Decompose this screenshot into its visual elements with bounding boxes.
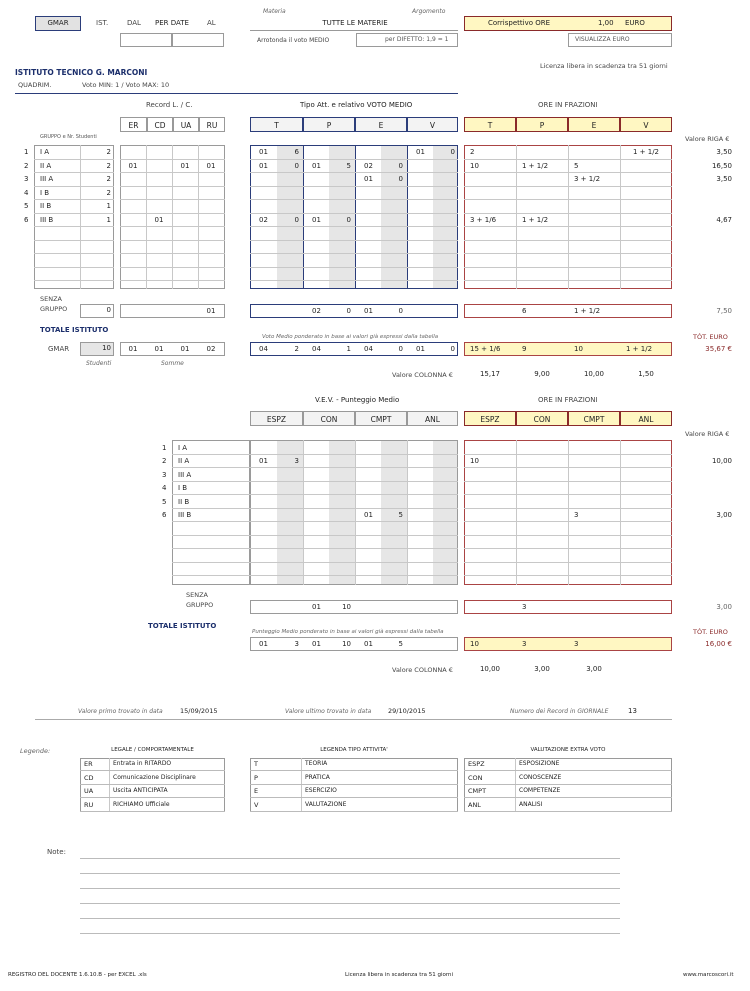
tipo-cell[interactable]: 01: [416, 148, 425, 156]
rec-header-ru: RU: [199, 117, 225, 132]
rec-header-ua: UA: [173, 117, 199, 132]
ore-cell: 9: [522, 345, 527, 353]
valore-riga: 3,50: [716, 175, 732, 183]
tipo-cell[interactable]: 0: [398, 162, 403, 170]
tipo-cell: 04: [364, 345, 373, 353]
group-name: I B: [40, 189, 50, 197]
record-cell: 01: [180, 345, 190, 353]
s1-senza-label: SENZA: [40, 295, 62, 303]
legend-desc: Comunicazione Disciplinare: [109, 772, 225, 785]
record-cell: 01: [154, 345, 164, 353]
row-number: 6: [162, 511, 167, 519]
legend-desc: ESPOSIZIONE: [515, 758, 672, 771]
ore-cell: 10: [470, 457, 479, 465]
s2-valore-riga-label: Valore RIGA €: [685, 430, 730, 438]
s1-senza-students-value: 0: [106, 306, 111, 314]
row-divider: [464, 481, 672, 482]
ore-header-v: V: [620, 117, 672, 132]
row-divider: [250, 535, 458, 536]
numero-label: Numero dei Record in GIORNALE: [510, 708, 609, 715]
ore-cell: 1 + 1/2: [574, 307, 601, 315]
legend-desc: TEORIA: [301, 758, 458, 771]
ore-cell: 10: [574, 345, 583, 353]
tipo-cell[interactable]: 01: [364, 175, 373, 183]
s1-col-value-p: 9,00: [534, 370, 550, 378]
tipo-cell[interactable]: 02: [364, 162, 373, 170]
legend-code: T: [250, 758, 301, 771]
legend-desc: Uscita ANTICIPATA: [109, 785, 225, 798]
somme-label: Somme: [161, 360, 184, 367]
s2-ore-frazioni-label: ORE IN FRAZIONI: [538, 396, 598, 404]
tipo-cell: 0: [398, 307, 403, 315]
vev-label: V.E.V. - Punteggio Medio: [315, 396, 400, 404]
argomento-label: Argomento: [412, 8, 446, 15]
row-number: 3: [162, 471, 167, 479]
legend-code: ER: [80, 758, 109, 771]
record-cell[interactable]: 01: [128, 162, 138, 170]
tipo-cell[interactable]: 5: [346, 162, 351, 170]
row-divider: [250, 508, 458, 509]
row-divider: [34, 267, 114, 268]
legend-desc: RICHIAMO Ufficiale: [109, 799, 225, 812]
visualizza-euro-toggle[interactable]: VISUALIZZA EURO: [568, 33, 672, 47]
footer-center: Licenza libera in scadenza tra 51 giorni: [345, 972, 454, 978]
vev-cell[interactable]: 01: [364, 511, 373, 519]
legend-desc: PRATICA: [301, 772, 458, 785]
per-difetto-select[interactable]: per DIFETTO: 1,9 = 1: [356, 33, 458, 47]
note-line[interactable]: [80, 903, 620, 904]
s1-senza-ore: [464, 304, 672, 318]
numero-value: 13: [628, 707, 637, 715]
footer-left: REGISTRO DEL DOCENTE 1.6.10.B - per EXCEL .xls: [8, 972, 147, 978]
s1-pond-label: Voto Medio ponderato in base ai valori già espressi dalla tabella: [262, 334, 439, 340]
rec-header-cd: CD: [147, 117, 173, 132]
s2-col-value-espz: 10,00: [479, 665, 501, 673]
row-divider: [34, 240, 114, 241]
row-divider: [464, 280, 672, 281]
group-name: III A: [178, 471, 192, 479]
row-divider: [250, 199, 458, 200]
note-line[interactable]: [80, 858, 620, 859]
row-divider: [120, 267, 225, 268]
student-count: 1: [106, 202, 111, 210]
record-cell[interactable]: 01: [206, 162, 216, 170]
s2-pond-label: Punteggio Medio ponderato in base ai valori già espressi dalla tabella: [252, 629, 444, 635]
group-name: I A: [40, 148, 50, 156]
s1-valore-colonna-label: Valore COLONNA €: [392, 371, 453, 379]
row-divider: [464, 521, 672, 522]
valore-riga: 3,50: [716, 148, 732, 156]
tipo-cell[interactable]: 01: [312, 216, 321, 224]
row-divider: [172, 535, 250, 536]
tipo-cell: 04: [312, 345, 321, 353]
group-name: II B: [40, 202, 52, 210]
legend-code: V: [250, 799, 301, 812]
legend-desc: CONOSCENZE: [515, 772, 672, 785]
footer-right: www.marcoscori.it: [683, 972, 734, 978]
legend-tipo-title: LEGENDA TIPO ATTIVITA': [320, 747, 388, 753]
legend-desc: Entrata in RITARDO: [109, 758, 225, 771]
student-count: 2: [106, 162, 111, 170]
tutte-materie-value: TUTTE LE MATERIE: [322, 19, 388, 27]
ore-cell: 1 + 1/2: [626, 345, 653, 353]
row-number: 2: [24, 162, 29, 170]
s2-ore-header-espz: ESPZ: [464, 411, 516, 426]
valore-riga-label: Valore RIGA €: [685, 135, 730, 143]
ultimo-value: 29/10/2015: [388, 707, 426, 715]
dal-label: DAL: [127, 19, 141, 27]
tipo-cell: 2: [294, 345, 299, 353]
primo-value: 15/09/2015: [180, 707, 218, 715]
ore-cell: 3: [522, 603, 527, 611]
row-number: 6: [24, 216, 29, 224]
s2-header-anl: ANL: [407, 411, 458, 426]
row-divider: [250, 494, 458, 495]
valore-riga: 3,00: [716, 511, 732, 519]
row-divider: [34, 280, 114, 281]
tipo-cell[interactable]: 01: [259, 148, 268, 156]
legend-code: UA: [80, 785, 109, 798]
vev-cell[interactable]: 5: [398, 511, 403, 519]
student-count: 2: [106, 189, 111, 197]
row-divider: [172, 562, 250, 563]
ore-cell: 15 + 1/6: [470, 345, 501, 353]
vev-cell: 01: [312, 603, 321, 611]
rec-header-er: ER: [120, 117, 147, 132]
legend-legale-title: LEGALE / COMPORTAMENTALE: [111, 747, 194, 753]
s2-tot-euro-label: TÓT. EURO: [693, 628, 728, 636]
row-divider: [464, 548, 672, 549]
row-divider: [172, 548, 250, 549]
row-divider: [250, 186, 458, 187]
row-number: 1: [162, 444, 167, 452]
per-date-label: PER DATE: [155, 19, 189, 27]
record-cell[interactable]: 01: [154, 216, 164, 224]
legend-code: ESPZ: [464, 758, 515, 771]
valore-riga: 16,50: [711, 162, 732, 170]
date-to-field[interactable]: [172, 33, 224, 47]
row-divider: [464, 575, 672, 576]
legend-title: Legende:: [20, 747, 51, 755]
school-underline: [15, 93, 458, 94]
ore-cell: 1 + 1/2: [632, 148, 660, 156]
primo-label: Valore primo trovato in data: [78, 708, 163, 715]
s1-gruppo-label: GRUPPO: [40, 305, 68, 313]
row-divider: [250, 267, 458, 268]
row-divider: [120, 186, 225, 187]
s2-ore-header-anl: ANL: [620, 411, 672, 426]
stats-divider: [35, 719, 672, 720]
ore-header-p: P: [516, 117, 568, 132]
tipo-cell: 0: [450, 345, 455, 353]
tipo-header-t: T: [250, 117, 303, 132]
tipo-cell[interactable]: 02: [259, 216, 268, 224]
row-divider: [464, 508, 672, 509]
row-number: 4: [24, 189, 29, 197]
row-divider: [34, 253, 114, 254]
s1-totale-label: TOTALE ISTITUTO: [40, 326, 109, 334]
record-cell: 02: [206, 345, 216, 353]
ore-frazioni-label: ORE IN FRAZIONI: [538, 101, 598, 109]
valore-riga: 4,67: [716, 216, 732, 224]
note-line[interactable]: [80, 933, 620, 934]
note-line[interactable]: [80, 918, 620, 919]
ist-label: IST.: [96, 19, 109, 27]
row-divider: [120, 199, 225, 200]
tipo-cell: 0: [398, 345, 403, 353]
tipo-cell[interactable]: 0: [450, 148, 455, 156]
row-divider: [464, 494, 672, 495]
s2-senza-valore: 3,00: [716, 603, 732, 611]
legend-code: ANL: [464, 799, 515, 812]
group-name: II A: [178, 457, 190, 465]
row-divider: [250, 575, 458, 576]
s2-tot-valore: 16,00 €: [705, 640, 732, 648]
s2-totale-label: TOTALE ISTITUTO: [148, 622, 217, 630]
s2-col-value-cmpt: 3,00: [586, 665, 602, 673]
ore-header-t: T: [464, 117, 516, 132]
s2-header-cmpt: CMPT: [355, 411, 407, 426]
legend-desc: ANALISI: [515, 799, 672, 812]
materia-label: Materia: [263, 8, 286, 15]
legend-code: E: [250, 785, 301, 798]
corrispettivo-label: Corrispettivo ORE: [488, 19, 551, 27]
row-divider: [250, 521, 458, 522]
row-divider: [464, 562, 672, 563]
student-count: 2: [106, 148, 111, 156]
ore-cell: 6: [522, 307, 527, 315]
ore-header-e: E: [568, 117, 620, 132]
s1-gmar-label: GMAR: [48, 345, 70, 353]
note-line[interactable]: [80, 888, 620, 889]
row-divider: [250, 481, 458, 482]
legend-desc: COMPETENZE: [515, 785, 672, 798]
legend-vev-title: VALUTAZIONE EXTRA VOTO: [530, 747, 606, 753]
tipo-cell: 01: [416, 345, 425, 353]
group-name: III B: [178, 511, 192, 519]
row-divider: [120, 240, 225, 241]
tipo-attivita-label: Tipo Att. e relativo VOTO MEDIO: [300, 101, 413, 109]
student-count: 2: [106, 175, 111, 183]
s2-header-espz: ESPZ: [250, 411, 303, 426]
vev-cell[interactable]: 3: [294, 457, 299, 465]
s2-senza-label: SENZA: [186, 591, 208, 599]
vev-cell: 5: [398, 640, 403, 648]
record-cell: 01: [128, 345, 138, 353]
s1-senza-tipo: [250, 304, 458, 318]
row-divider: [250, 562, 458, 563]
tipo-header-e: E: [355, 117, 407, 132]
vev-cell: 01: [312, 640, 321, 648]
arrotonda-label: Arrotonda il voto MEDIO: [257, 37, 330, 44]
s1-col-value-t: 15,17: [479, 370, 501, 378]
school-name: ISTITUTO TECNICO G. MARCONI: [15, 68, 148, 77]
legend-desc: VALUTAZIONE: [301, 799, 458, 812]
row-divider: [250, 548, 458, 549]
vev-cell: 01: [259, 640, 268, 648]
row-divider: [120, 226, 225, 227]
legend-desc: ESERCIZIO: [301, 785, 458, 798]
row-divider: [464, 186, 672, 187]
quadrim-label: QUADRIM.: [18, 81, 52, 89]
tipo-cell[interactable]: 01: [259, 162, 268, 170]
tipo-header-p: P: [303, 117, 355, 132]
tipo-cell: 04: [259, 345, 268, 353]
valore-riga: 10,00: [711, 457, 732, 465]
s1-col-value-e: 10,00: [583, 370, 605, 378]
row-divider: [120, 213, 225, 214]
euro-label: EURO: [625, 19, 645, 27]
vev-cell: 3: [294, 640, 299, 648]
legend-code: CON: [464, 772, 515, 785]
tipo-cell[interactable]: 6: [294, 148, 299, 156]
s2-col-value-con: 3,00: [534, 665, 550, 673]
record-label: Record L. / C.: [146, 101, 193, 109]
gmar-button[interactable]: GMAR: [35, 16, 81, 31]
tipo-cell[interactable]: 0: [398, 175, 403, 183]
tipo-cell: 01: [364, 307, 373, 315]
row-divider: [250, 240, 458, 241]
notes-label: Note:: [47, 848, 66, 856]
record-cell: 01: [206, 307, 216, 315]
row-number: 5: [162, 498, 167, 506]
tipo-cell: 1: [346, 345, 351, 353]
s2-ore-header-cmpt: CMPT: [568, 411, 620, 426]
ultimo-label: Valore ultimo trovato in data: [285, 708, 372, 715]
row-divider: [464, 267, 672, 268]
al-label: AL: [207, 19, 216, 27]
row-number: 2: [162, 457, 167, 465]
row-number: 5: [24, 202, 29, 210]
ore-cell: 3: [574, 511, 579, 519]
gruppo-label: GRUPPO e Nr. Studenti: [40, 134, 97, 140]
group-name: II A: [40, 162, 52, 170]
s1-tot-valore: 35,67 €: [705, 345, 732, 353]
ore-cell: 3 + 1/6: [470, 216, 497, 224]
s2-valore-colonna-label: Valore COLONNA €: [392, 666, 453, 674]
s2-ore-header-con: CON: [516, 411, 568, 426]
record-cell[interactable]: 01: [180, 162, 190, 170]
ore-cell: 3 + 1/2: [574, 175, 601, 183]
group-name: III B: [40, 216, 54, 224]
date-from-field[interactable]: [120, 33, 172, 47]
row-divider: [464, 253, 672, 254]
ore-cell: 2: [470, 148, 475, 156]
row-divider: [120, 253, 225, 254]
legend-code: CMPT: [464, 785, 515, 798]
row-divider: [464, 240, 672, 241]
group-name: I B: [178, 484, 188, 492]
s2-senza-vev: [250, 600, 458, 614]
vev-cell: 10: [342, 640, 351, 648]
tipo-cell[interactable]: 0: [294, 162, 299, 170]
ore-cell: 10: [470, 162, 479, 170]
voto-range: Voto MIN: 1 / Voto MAX: 10: [82, 81, 170, 89]
vev-cell[interactable]: 01: [259, 457, 268, 465]
row-number: 4: [162, 484, 167, 492]
tipo-cell[interactable]: 0: [346, 216, 351, 224]
ore-cell: 1 + 1/2: [522, 216, 549, 224]
group-name: III A: [40, 175, 54, 183]
ore-cell: 3: [522, 640, 527, 648]
note-line[interactable]: [80, 873, 620, 874]
corrispettivo-value[interactable]: 1,00: [598, 19, 614, 27]
studenti-label: Studenti: [86, 360, 112, 367]
group-name: II B: [178, 498, 190, 506]
row-divider: [464, 199, 672, 200]
s1-tot-students-value: 10: [102, 344, 111, 352]
group-name: I A: [178, 444, 188, 452]
row-divider: [120, 280, 225, 281]
student-count: 1: [106, 216, 111, 224]
ore-cell: 3: [574, 640, 579, 648]
row-divider: [172, 575, 250, 576]
tipo-header-v: V: [407, 117, 458, 132]
s2-header-con: CON: [303, 411, 355, 426]
ore-cell: 1 + 1/2: [522, 162, 549, 170]
vev-cell: 10: [342, 603, 351, 611]
s1-tot-euro-label: TÓT. EURO: [693, 333, 728, 341]
ore-cell: 5: [574, 162, 579, 170]
row-divider: [250, 280, 458, 281]
tipo-cell: 0: [346, 307, 351, 315]
s1-senza-valore: 7,50: [716, 307, 732, 315]
vev-cell: 01: [364, 640, 373, 648]
tipo-cell: 02: [312, 307, 321, 315]
s2-senza-ore: [464, 600, 672, 614]
legend-code: RU: [80, 799, 109, 812]
row-divider: [250, 253, 458, 254]
legend-code: P: [250, 772, 301, 785]
tipo-cell[interactable]: 0: [294, 216, 299, 224]
tipo-cell[interactable]: 01: [312, 162, 321, 170]
row-divider: [464, 535, 672, 536]
s2-gruppo-label: GRUPPO: [186, 601, 214, 609]
row-number: 3: [24, 175, 29, 183]
legend-code: CD: [80, 772, 109, 785]
ore-cell: 10: [470, 640, 479, 648]
row-number: 1: [24, 148, 29, 156]
s1-col-value-v: 1,50: [638, 370, 654, 378]
licenza-top: Licenza libera in scadenza tra 51 giorni: [540, 62, 668, 70]
